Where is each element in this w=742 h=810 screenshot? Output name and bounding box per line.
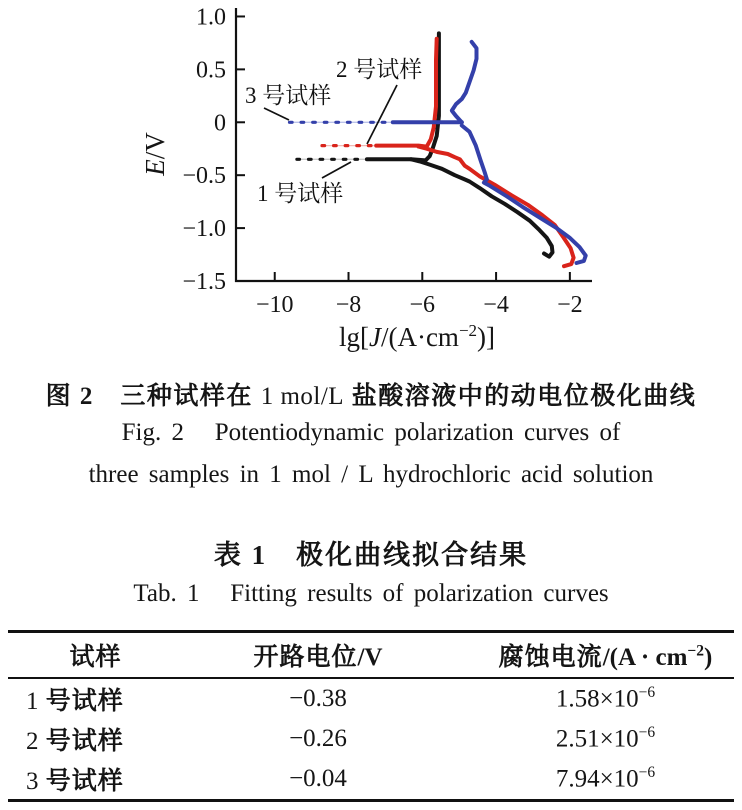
annotation-leader [322,162,351,178]
table-row [8,719,734,759]
cell-sample: 1 号试样 [26,688,124,715]
figure-caption-en-line2: three samples in 1 mol / L hydrochloric acid solution [88,461,654,488]
annotation-leader [264,108,289,120]
y-tick-label: 0 [214,110,226,137]
curve-sample3 [452,42,477,122]
table-row [8,679,734,719]
cell-sample: 2 号试样 [26,728,124,755]
cell-corrosion-current: $1.58\times 10^{-6}$ [555,684,656,713]
cell-open-circuit-potential: −0.38 [289,685,347,712]
curve-label: 1 号试样 [257,181,344,206]
x-axis-title: $\lg[J/(A\cdot cm^{-2})]$ [338,321,496,352]
table-row [8,759,734,799]
table-header-row [8,633,734,679]
y-tick-label: −1.5 [182,269,226,295]
figure-caption-cn-latin: 1 mol/L [260,383,345,410]
curve-sample2 [376,39,437,147]
y-tick-label: −0.5 [182,163,226,190]
header-corrosion-current: 腐蚀电流$/(A \cdot cm^{-2})$ [498,642,713,671]
figure-caption-cn-suffix: 盐酸溶液中的动电位极化曲线 [344,383,697,410]
table-title-cn: 表 1 极化曲线拟合结果 [213,540,529,570]
cell-sample: 3 号试样 [26,768,124,795]
x-tick-label: −10 [255,292,294,318]
header-sample: 试样 [69,644,122,671]
table-title-en: Tab. 1 Fitting results of polarization curves [133,580,609,607]
figure-caption-en-line1: Fig. 2 Potentiodynamic polarization curves of [121,419,621,446]
cell-open-circuit-potential: −0.04 [289,765,347,792]
cell-corrosion-current: $7.94\times 10^{-6}$ [555,764,656,793]
cell-corrosion-current: $2.51\times 10^{-6}$ [555,724,656,753]
y-axis-title: E/V [140,132,170,176]
header-ocp: 开路电位/V [253,644,383,671]
polarization-chart [0,0,742,362]
y-tick-label: 1.0 [196,4,226,31]
x-tick-label: −4 [483,292,509,318]
x-tick-label: −6 [409,292,436,318]
results-table [8,630,734,802]
figure-caption-cn-prefix: 图 2 三种试样在 [45,383,261,410]
table-body [8,679,734,799]
y-tick-label: 0.5 [196,57,226,84]
annotation-leader [367,85,397,144]
curve-label: 2 号试样 [336,57,423,82]
curve-label: 3 号试样 [245,83,332,108]
figure-caption-cn [0,376,742,412]
x-tick-label: −8 [335,292,362,318]
x-tick-label: −2 [557,292,583,318]
y-tick-label: −1.0 [182,216,226,243]
cell-open-circuit-potential: −0.26 [289,725,347,752]
